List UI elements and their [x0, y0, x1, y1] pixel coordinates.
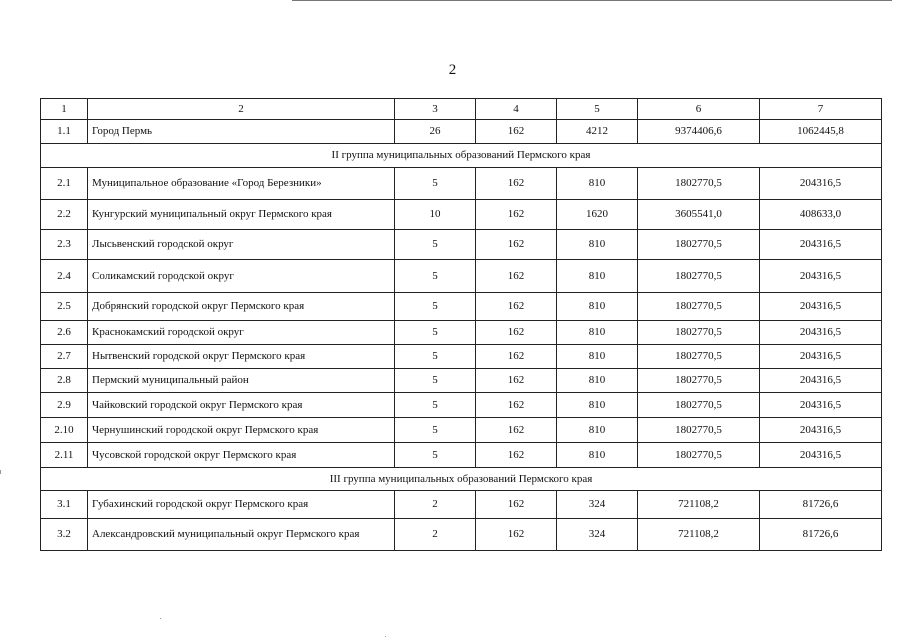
top-rule — [292, 0, 892, 1]
municipality-name: Чернушинский городской округ Пермского края — [88, 418, 395, 443]
table-row — [41, 443, 882, 468]
row-number: 2.7 — [41, 345, 88, 369]
value-col-3: 2 — [395, 491, 476, 519]
table-row — [41, 120, 882, 144]
row-number: 2.5 — [41, 293, 88, 321]
table-row — [41, 393, 882, 418]
value-col-7: 204316,5 — [760, 230, 882, 260]
table-row — [41, 321, 882, 345]
group-heading: II группа муниципальных образований Пермского края — [41, 144, 882, 168]
municipality-name: Лысьвенский городской округ — [88, 230, 395, 260]
value-col-3: 5 — [395, 393, 476, 418]
row-number: 2.3 — [41, 230, 88, 260]
value-col-3: 5 — [395, 418, 476, 443]
value-col-7: 204316,5 — [760, 393, 882, 418]
value-col-3: 2 — [395, 519, 476, 551]
value-col-3: 5 — [395, 321, 476, 345]
table-row — [41, 345, 882, 369]
row-number: 2.2 — [41, 200, 88, 230]
row-number: 1.1 — [41, 120, 88, 144]
row-number: 2.6 — [41, 321, 88, 345]
scan-speck — [160, 618, 161, 619]
value-col-4: 162 — [476, 491, 557, 519]
header-cell: 2 — [88, 99, 395, 120]
value-col-3: 10 — [395, 200, 476, 230]
row-number: 3.2 — [41, 519, 88, 551]
group-heading-row — [41, 144, 882, 168]
table-row — [41, 369, 882, 393]
municipality-name: Добрянский городской округ Пермского края — [88, 293, 395, 321]
municipality-name: Чусовской городской округ Пермского края — [88, 443, 395, 468]
value-col-4: 162 — [476, 230, 557, 260]
header-cell: 1 — [41, 99, 88, 120]
header-cell: 6 — [638, 99, 760, 120]
value-col-3: 5 — [395, 443, 476, 468]
header-cell: 4 — [476, 99, 557, 120]
row-number: 2.10 — [41, 418, 88, 443]
value-col-6: 1802770,5 — [638, 260, 760, 293]
value-col-4: 162 — [476, 260, 557, 293]
value-col-7: 81726,6 — [760, 491, 882, 519]
value-col-3: 5 — [395, 293, 476, 321]
value-col-4: 162 — [476, 321, 557, 345]
value-col-6: 1802770,5 — [638, 369, 760, 393]
value-col-6: 721108,2 — [638, 519, 760, 551]
value-col-4: 162 — [476, 168, 557, 200]
table-header-row — [41, 99, 882, 120]
value-col-5: 810 — [557, 418, 638, 443]
municipality-name: Нытвенский городской округ Пермского края — [88, 345, 395, 369]
municipality-name: Чайковский городской округ Пермского края — [88, 393, 395, 418]
table-row — [41, 200, 882, 230]
value-col-6: 3605541,0 — [638, 200, 760, 230]
group-heading-row — [41, 468, 882, 491]
value-col-6: 1802770,5 — [638, 345, 760, 369]
value-col-5: 1620 — [557, 200, 638, 230]
value-col-4: 162 — [476, 345, 557, 369]
municipality-name: Пермский муниципальный район — [88, 369, 395, 393]
row-number: 2.1 — [41, 168, 88, 200]
value-col-6: 1802770,5 — [638, 443, 760, 468]
value-col-7: 204316,5 — [760, 418, 882, 443]
value-col-4: 162 — [476, 418, 557, 443]
value-col-5: 810 — [557, 443, 638, 468]
value-col-4: 162 — [476, 443, 557, 468]
value-col-6: 1802770,5 — [638, 230, 760, 260]
value-col-6: 721108,2 — [638, 491, 760, 519]
scan-speck — [385, 636, 386, 637]
row-number: 2.4 — [41, 260, 88, 293]
municipality-name: Муниципальное образование «Город Березники» — [88, 168, 395, 200]
row-number: 2.11 — [41, 443, 88, 468]
group-heading: III группа муниципальных образований Пермского края — [41, 468, 882, 491]
table-row — [41, 168, 882, 200]
value-col-7: 81726,6 — [760, 519, 882, 551]
table-row — [41, 418, 882, 443]
value-col-6: 1802770,5 — [638, 418, 760, 443]
header-cell: 7 — [760, 99, 882, 120]
value-col-7: 1062445,8 — [760, 120, 882, 144]
value-col-5: 810 — [557, 260, 638, 293]
municipality-name: Александровский муниципальный округ Пермского края — [88, 519, 395, 551]
value-col-4: 162 — [476, 293, 557, 321]
value-col-7: 204316,5 — [760, 260, 882, 293]
municipality-name: Соликамский городской округ — [88, 260, 395, 293]
value-col-3: 26 — [395, 120, 476, 144]
scan-speck — [0, 470, 1, 474]
table-row — [41, 519, 882, 551]
value-col-5: 324 — [557, 519, 638, 551]
municipality-name: Город Пермь — [88, 120, 395, 144]
row-number: 3.1 — [41, 491, 88, 519]
value-col-4: 162 — [476, 369, 557, 393]
value-col-7: 204316,5 — [760, 443, 882, 468]
header-cell: 3 — [395, 99, 476, 120]
row-number: 2.8 — [41, 369, 88, 393]
municipality-name: Губахинский городской округ Пермского края — [88, 491, 395, 519]
value-col-3: 5 — [395, 260, 476, 293]
page-number: 2 — [448, 62, 457, 78]
header-cell: 5 — [557, 99, 638, 120]
value-col-7: 204316,5 — [760, 321, 882, 345]
value-col-7: 204316,5 — [760, 168, 882, 200]
value-col-7: 408633,0 — [760, 200, 882, 230]
value-col-3: 5 — [395, 230, 476, 260]
value-col-7: 204316,5 — [760, 293, 882, 321]
value-col-7: 204316,5 — [760, 345, 882, 369]
value-col-5: 810 — [557, 230, 638, 260]
table-row — [41, 230, 882, 260]
value-col-5: 810 — [557, 345, 638, 369]
value-col-4: 162 — [476, 200, 557, 230]
value-col-4: 162 — [476, 393, 557, 418]
value-col-7: 204316,5 — [760, 369, 882, 393]
value-col-6: 9374406,6 — [638, 120, 760, 144]
allocation-table — [40, 98, 882, 551]
value-col-5: 810 — [557, 369, 638, 393]
row-number: 2.9 — [41, 393, 88, 418]
municipality-name: Краснокамский городской округ — [88, 321, 395, 345]
value-col-5: 810 — [557, 393, 638, 418]
table-row — [41, 260, 882, 293]
value-col-3: 5 — [395, 345, 476, 369]
value-col-5: 810 — [557, 168, 638, 200]
value-col-6: 1802770,5 — [638, 293, 760, 321]
value-col-3: 5 — [395, 369, 476, 393]
municipality-name: Кунгурский муниципальный округ Пермского края — [88, 200, 395, 230]
value-col-5: 810 — [557, 321, 638, 345]
value-col-4: 162 — [476, 519, 557, 551]
table-row — [41, 491, 882, 519]
table-row — [41, 293, 882, 321]
value-col-6: 1802770,5 — [638, 168, 760, 200]
value-col-5: 324 — [557, 491, 638, 519]
value-col-6: 1802770,5 — [638, 393, 760, 418]
value-col-4: 162 — [476, 120, 557, 144]
value-col-6: 1802770,5 — [638, 321, 760, 345]
value-col-3: 5 — [395, 168, 476, 200]
value-col-5: 810 — [557, 293, 638, 321]
value-col-5: 4212 — [557, 120, 638, 144]
